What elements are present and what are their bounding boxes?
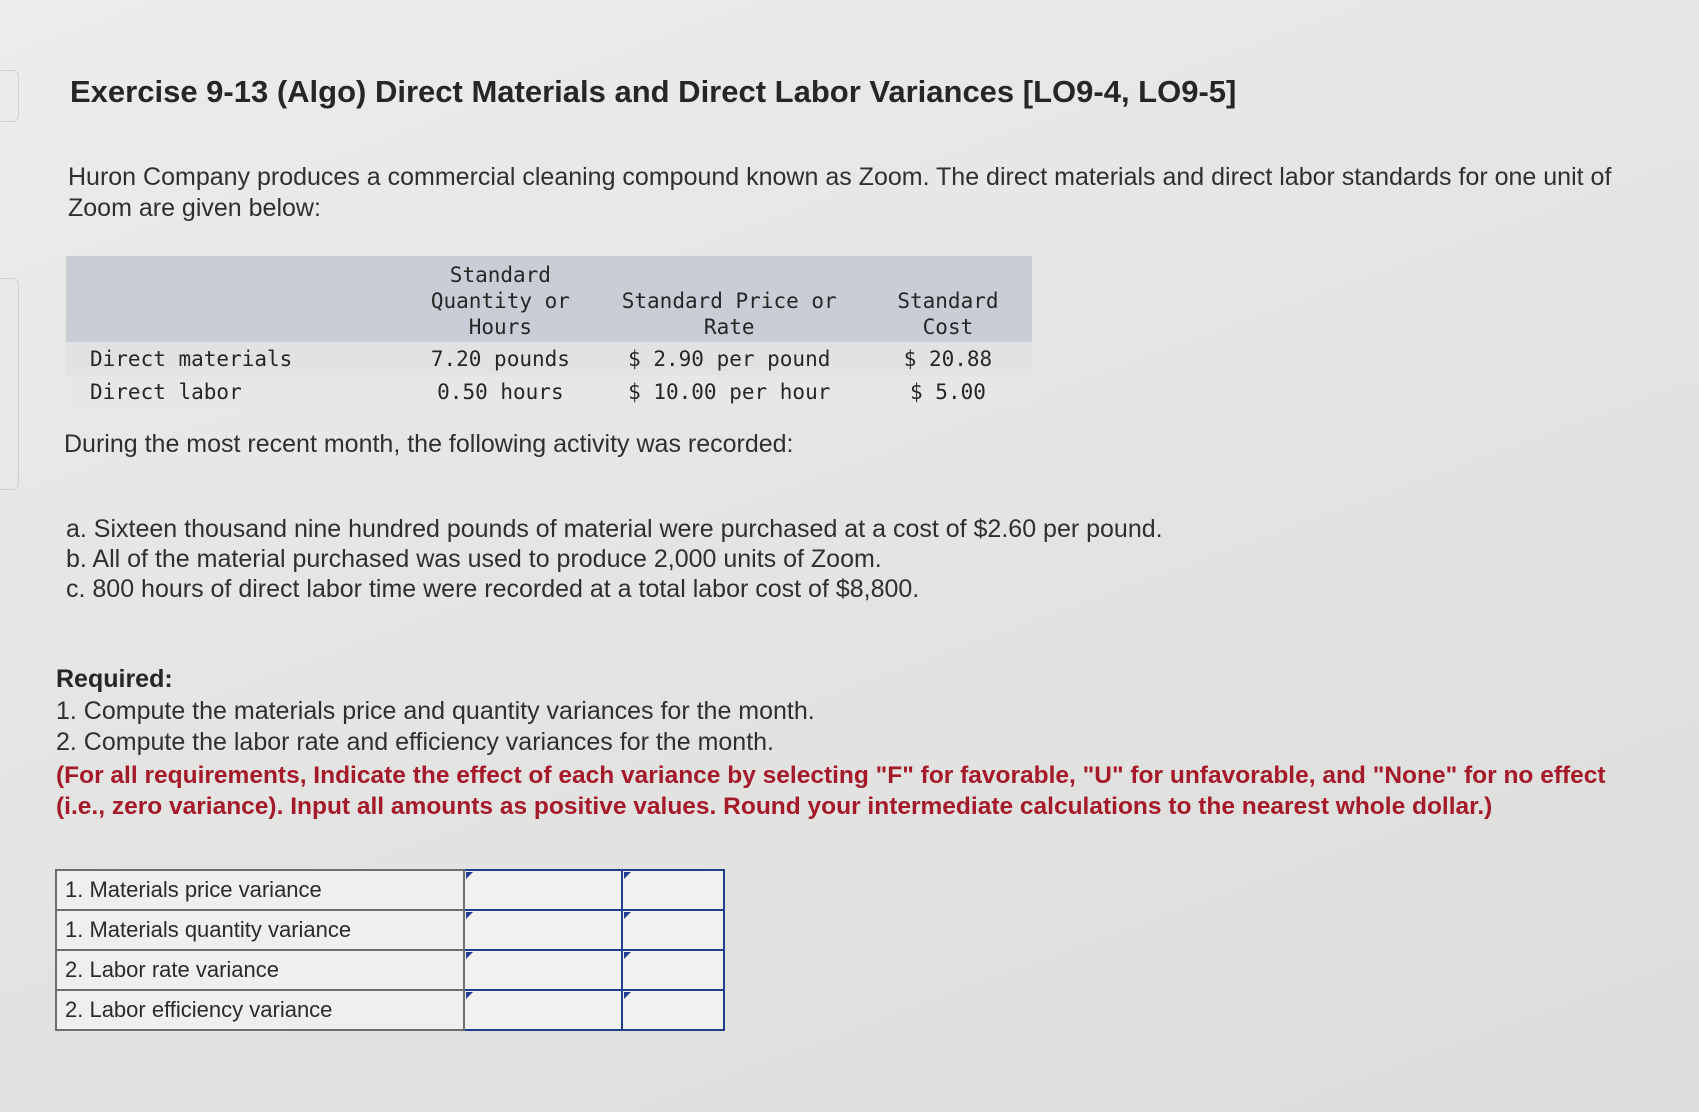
materials-price-amount-input[interactable] [465, 871, 621, 909]
variance-label: 2. Labor rate variance [56, 950, 464, 990]
list-item: b. All of the material purchased was used to produce 2,000 units of Zoom. [66, 545, 882, 573]
amount-cell [464, 950, 622, 990]
page-edge-mark [0, 278, 19, 490]
materials-quantity-amount-input[interactable] [465, 911, 621, 949]
labor-efficiency-amount-input[interactable] [465, 991, 621, 1029]
dropdown-marker-icon [624, 992, 631, 999]
list-item: a. Sixteen thousand nine hundred pounds of material were purchased at a cost of $2.60 per pound. [66, 515, 1163, 543]
standards-table [66, 256, 1032, 408]
exercise-title: Exercise 9-13 (Algo) Direct Materials and Direct Labor Variances [LO9-4, LO9-5] [70, 74, 1237, 109]
row-quantity: 0.50 hours [406, 375, 594, 408]
amount-cell [464, 870, 622, 910]
dropdown-marker-icon [624, 912, 631, 919]
labor-rate-amount-input[interactable] [465, 951, 621, 989]
materials-price-effect-select[interactable] [623, 871, 723, 909]
list-item: c. 800 hours of direct labor time were recorded at a total labor cost of $8,800. [66, 575, 920, 603]
input-marker-icon [466, 872, 473, 879]
header-item [66, 256, 406, 342]
standards-header-row [66, 256, 1032, 342]
header-price: Standard Price or Rate [595, 256, 864, 342]
instruction-note: (For all requirements, Indicate the effect of each variance by selecting "F" for favorable, "U" for unfavorable, and "None" for no effect (i.e., zero variance). Input all amounts as positive values. Round your intermediate calculations to the nearest whole dollar.) [56, 762, 1606, 820]
table-row [56, 870, 724, 910]
row-cost: $ 20.88 [864, 342, 1032, 375]
row-quantity: 7.20 pounds [406, 342, 594, 375]
header-quantity: Standard Quantity or Hours [406, 256, 594, 342]
table-row [66, 342, 1032, 375]
variance-label: 1. Materials quantity variance [56, 910, 464, 950]
input-marker-icon [466, 952, 473, 959]
row-item: Direct materials [66, 342, 406, 375]
activity-intro: During the most recent month, the following activity was recorded: [64, 430, 794, 458]
labor-rate-effect-select[interactable] [623, 951, 723, 989]
row-item: Direct labor [66, 375, 406, 408]
activity-list [66, 514, 1163, 604]
table-row [66, 375, 1032, 408]
table-row [56, 910, 724, 950]
answer-table [55, 869, 725, 1031]
effect-cell [622, 990, 724, 1030]
header-cost: Standard Cost [864, 256, 1032, 342]
materials-quantity-effect-select[interactable] [623, 911, 723, 949]
list-item: 2. Compute the labor rate and efficiency variances for the month. [56, 728, 774, 756]
list-item: 1. Compute the materials price and quantity variances for the month. [56, 697, 815, 725]
effect-cell [622, 870, 724, 910]
amount-cell [464, 990, 622, 1030]
required-section [56, 665, 1656, 822]
variance-label: 2. Labor efficiency variance [56, 990, 464, 1030]
amount-cell [464, 910, 622, 950]
table-row [56, 990, 724, 1030]
effect-cell [622, 950, 724, 990]
dropdown-marker-icon [624, 952, 631, 959]
dropdown-marker-icon [624, 872, 631, 879]
page-edge-mark [0, 70, 19, 122]
input-marker-icon [466, 912, 473, 919]
row-cost: $ 5.00 [864, 375, 1032, 408]
labor-efficiency-effect-select[interactable] [623, 991, 723, 1029]
input-marker-icon [466, 992, 473, 999]
variance-label: 1. Materials price variance [56, 870, 464, 910]
effect-cell [622, 910, 724, 950]
row-price: $ 2.90 per pound [595, 342, 864, 375]
intro-text: Huron Company produces a commercial cleaning compound known as Zoom. The direct materials and direct labor standards for one unit of Zoom are given below: [68, 163, 1612, 222]
required-list [56, 696, 1656, 758]
table-row [56, 950, 724, 990]
required-heading: Required: [56, 665, 173, 693]
row-price: $ 10.00 per hour [595, 375, 864, 408]
